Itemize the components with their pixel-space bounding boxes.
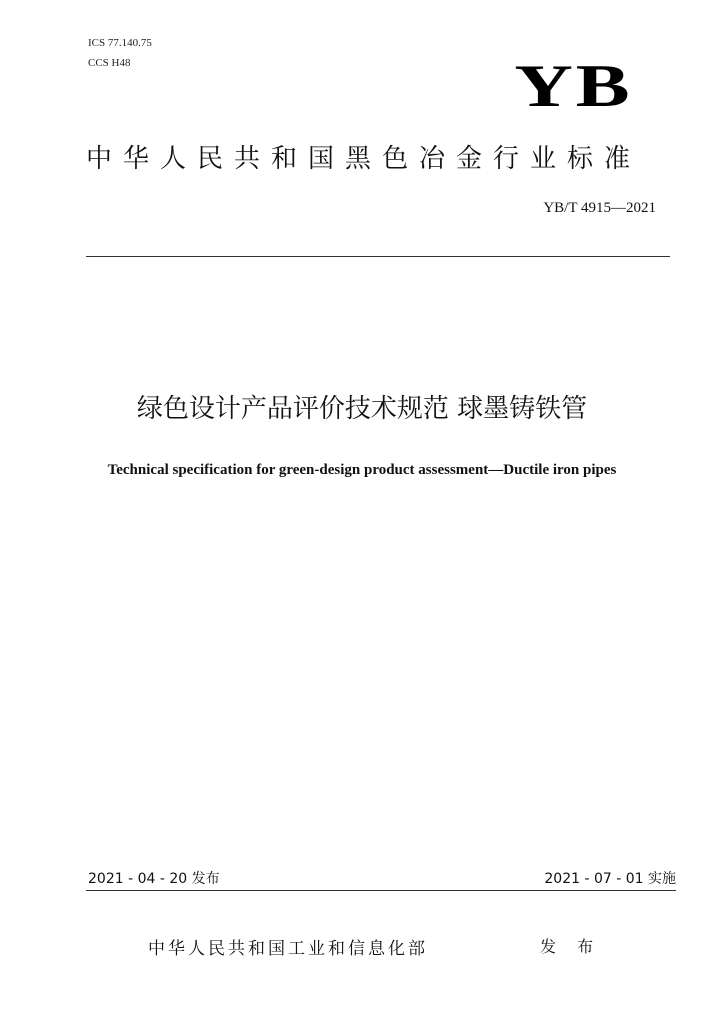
yb-logo: YB: [514, 53, 632, 119]
ccs-code: CCS H48: [88, 57, 131, 69]
ics-code: ICS 77.140.75: [88, 37, 152, 49]
standard-number: YB/T 4915—2021: [543, 200, 656, 216]
issue-date: 2021 - 04 - 20 发布: [88, 871, 220, 887]
document-title-chinese: 绿色设计产品评价技术规范 球墨铸铁管: [136, 394, 588, 424]
implementation-date: 2021 - 07 - 01 实施: [544, 871, 676, 887]
industry-standard-title: 中华人民共和国黑色冶金行业标准: [86, 144, 642, 174]
footer-divider: [86, 890, 676, 891]
header-divider: [86, 256, 670, 257]
document-title-english: Technical specification for green-design product assessment—Ductile iron pipes: [107, 462, 617, 478]
issuing-authority: 中华人民共和国工业和信息化部: [148, 939, 428, 959]
issue-label: 发 布: [540, 937, 602, 956]
